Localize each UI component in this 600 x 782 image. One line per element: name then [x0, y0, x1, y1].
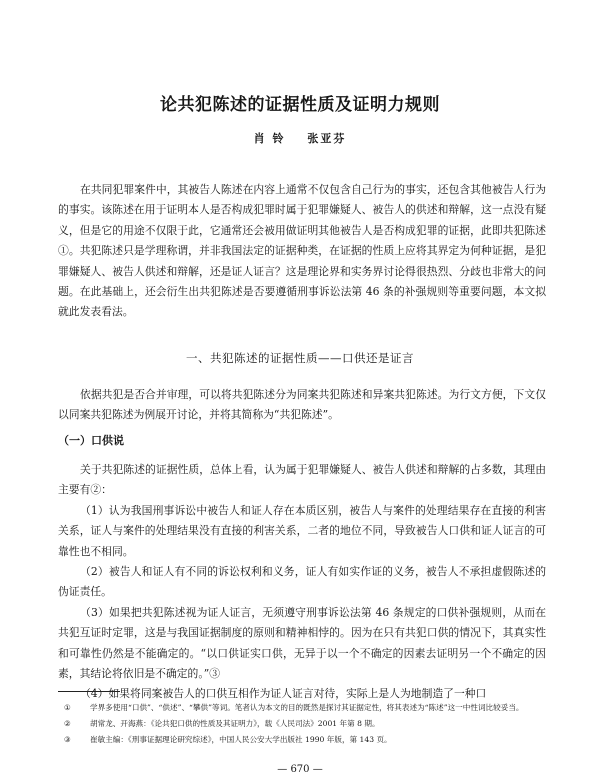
footnote-1: [64, 700, 544, 716]
paragraph-0: 关于共犯陈述的证据性质，总体上看，认为属于犯罪嫌疑人、被告人供述和辩解的占多数，其理由主要有②：: [58, 463, 546, 497]
footnote-text: 学界多使用“口供”、“供述”、“攀供”等词。笔者认为本文的目的既然是探讨其证据定性，将其表述为“陈述”这一中性词比较妥当。: [90, 703, 524, 712]
paragraph-3: （3）如果把共犯陈述视为证人证言，无须遵守刑事诉讼法第 46 条规定的口供补强规则，从而在共犯互证时定罪，这是与我国证据制度的原则和精神相悖的。因为在只有共犯口供的情况下，其真实性和可靠性仍然是不能确定的。“以口供证实口供，无异于以一个不确定的因素去证明另一个不确定的因素，其结论将依旧是不确定的。”③: [58, 605, 546, 681]
author-2: 张亚芬: [307, 132, 347, 145]
footnote-text: 崔敏主编：《刑事证据理论研究综述》，中国人民公安大学出版社 1990 年版，第 143 页。: [90, 735, 392, 744]
paragraph-4: （4）如果将同案被告人的口供互相作为证人证言对待，实际上是人为地制造了一种口: [80, 687, 487, 701]
intro-paragraph: 在共同犯罪案件中，其被告人陈述在内容上通常不仅包含自己行为的事实，还包含其他被告人行为的事实。该陈述在用于证明本人是否构成犯罪时属于犯罪嫌疑人、被告人的供述和辩解，这一点没有疑义，但是它的用途不仅限于此，它通常还会被用做证明其他被告人是否构成犯罪的证据，此即共犯陈述①。共犯陈述只是学理称谓，并非我国法定的证据种类，在证据的性质上应将其界定为何种证据，是犯罪嫌疑人、被告人供述和辩解，还是证人证言？这是理论界和实务界讨论得很热烈、分歧也非常大的问题。在此基础上，还会衍生出共犯陈述是否要遵循刑事诉讼法第 46 条的补强规则等重要问题，本文拟就此发表看法。: [58, 183, 546, 319]
author-line: [0, 130, 600, 146]
footnote-mark: ①: [64, 703, 71, 712]
footnote-mark: ②: [64, 719, 71, 728]
author-1: 肖 铃: [253, 132, 286, 145]
page-number: — 670 —: [277, 764, 323, 775]
subsection-heading: （一）口供说: [58, 434, 124, 447]
subsection-body: [58, 460, 546, 705]
section-heading: 一、共犯陈述的证据性质——口供还是证言: [186, 351, 414, 365]
section-intro-block: [58, 385, 546, 426]
section-intro-paragraph: 依据共犯是否合并审理，可以将共犯陈述分为同案共犯陈述和异案共犯陈述。为行文方便，下文仅以同案共犯陈述为例展开讨论，并将其简称为“共犯陈述”。: [58, 388, 546, 422]
footnotes: [64, 700, 544, 748]
footnote-2: [64, 716, 544, 732]
footnote-text: 胡常龙、开海燕：《论共犯口供的性质及其证明力》，载《人民司法》2001 年第 8 期。: [90, 719, 380, 728]
intro-block: [58, 180, 546, 323]
footnote-3: [64, 732, 544, 748]
footnote-mark: ③: [64, 735, 71, 744]
footnote-divider: [58, 691, 120, 692]
paragraph-2: （2）被告人和证人有不同的诉讼权利和义务，证人有如实作证的义务，被告人不承担虚假陈述的伪证责任。: [58, 565, 546, 599]
paragraph-1: （1）认为我国刑事诉讼中被告人和证人存在本质区别，被告人与案件的处理结果存在直接的利害关系，证人与案件的处理结果没有直接的利害关系，二者的地位不同，导致被告人口供和证人证言的可靠性也不相同。: [58, 503, 546, 558]
paper-title: 论共犯陈述的证据性质及证明力规则: [160, 95, 440, 115]
